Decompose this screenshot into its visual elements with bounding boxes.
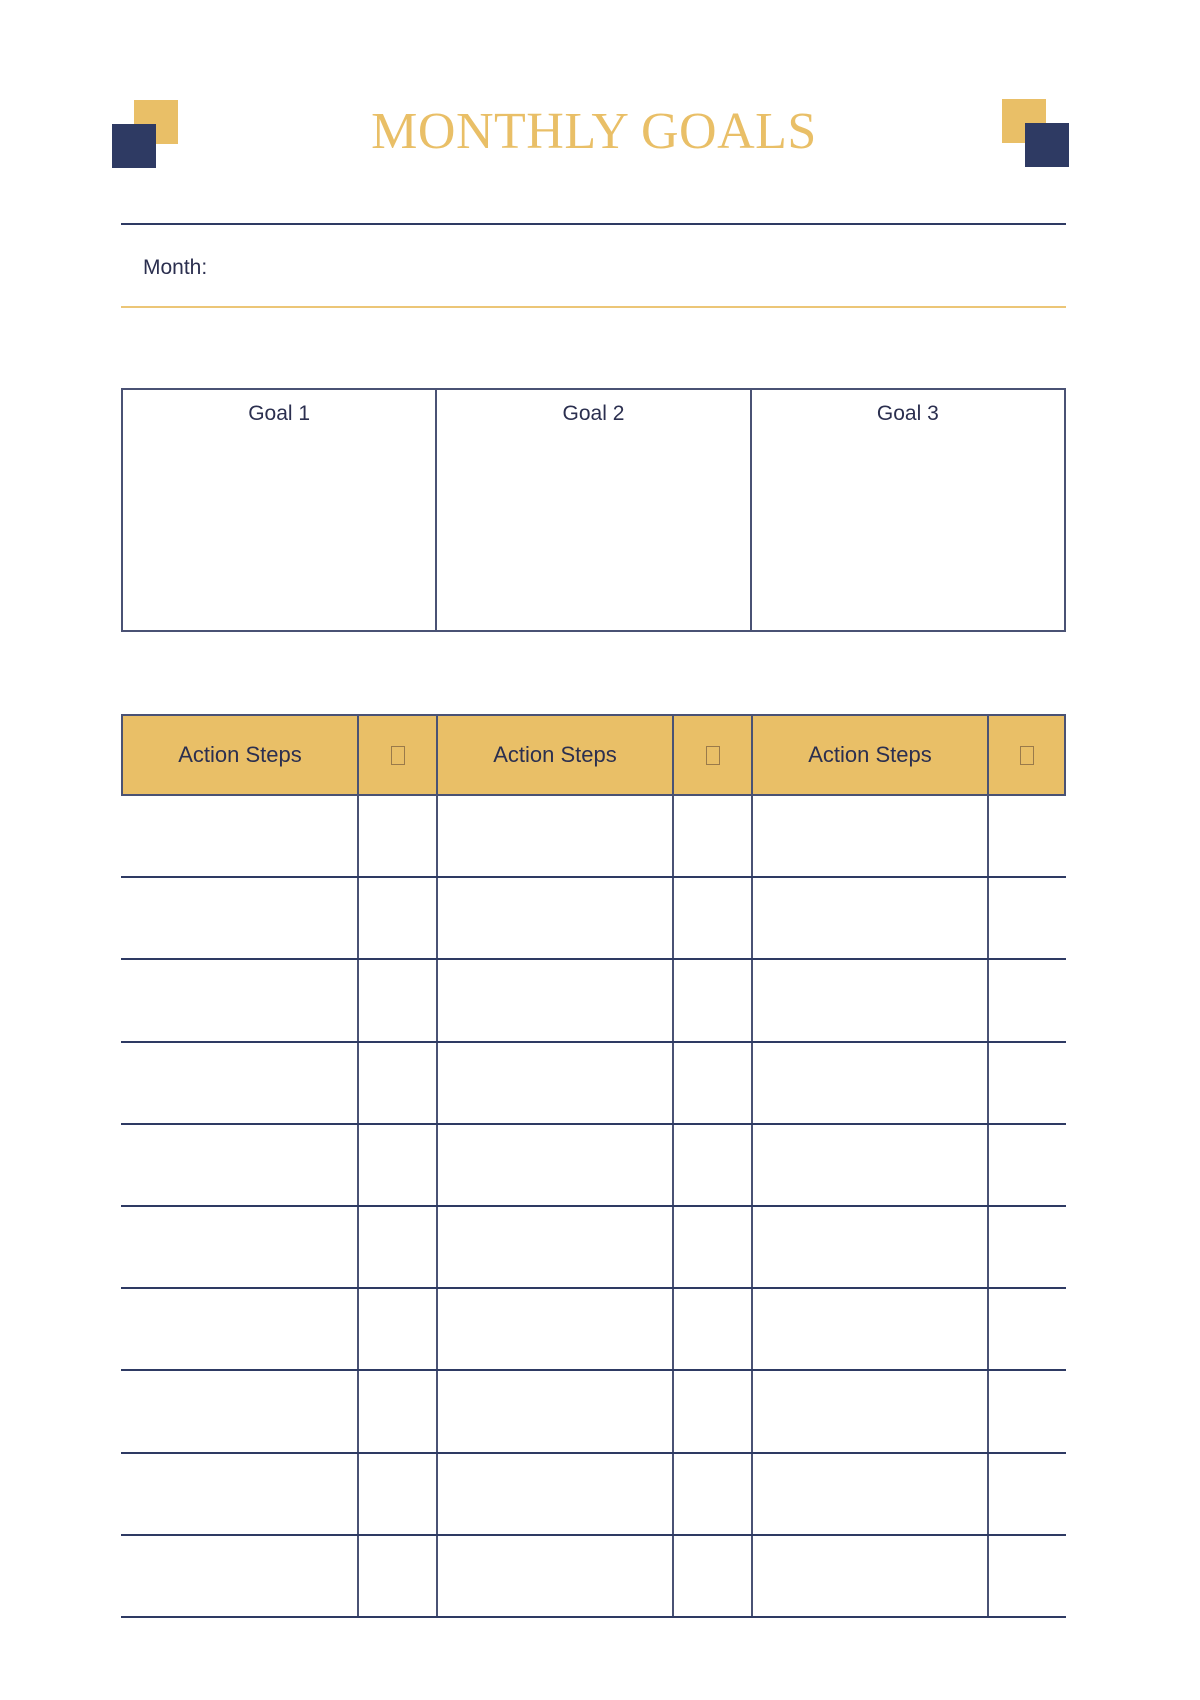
header-action-steps-3: Action Steps	[753, 716, 989, 794]
goal-cell-2[interactable]	[437, 390, 751, 630]
action-step-cell[interactable]	[438, 1454, 674, 1534]
table-row	[121, 1207, 1066, 1289]
header-action-steps-1: Action Steps	[123, 716, 359, 794]
table-row	[121, 1043, 1066, 1125]
action-step-cell[interactable]	[753, 796, 989, 876]
checkbox-cell[interactable]	[989, 1536, 1066, 1616]
header-checkbox-2	[674, 716, 753, 794]
table-row	[121, 960, 1066, 1042]
action-step-cell[interactable]	[753, 1371, 989, 1451]
checkbox-cell[interactable]	[989, 1289, 1066, 1369]
checkbox-icon	[1020, 746, 1034, 765]
action-step-cell[interactable]	[753, 1207, 989, 1287]
action-step-cell[interactable]	[753, 1536, 989, 1616]
checkbox-icon	[391, 746, 405, 765]
checkbox-cell[interactable]	[359, 1371, 438, 1451]
action-step-cell[interactable]	[438, 796, 674, 876]
checkbox-cell[interactable]	[359, 1289, 438, 1369]
goal-title: Goal 2	[562, 402, 625, 425]
action-step-cell[interactable]	[438, 1125, 674, 1205]
checkbox-cell[interactable]	[674, 1207, 753, 1287]
table-header	[121, 714, 1066, 796]
action-step-cell[interactable]	[438, 1289, 674, 1369]
checkbox-cell[interactable]	[989, 796, 1066, 876]
goal-title: Goal 1	[248, 402, 311, 425]
checkbox-cell[interactable]	[989, 1207, 1066, 1287]
table-row	[121, 1125, 1066, 1207]
table-row	[121, 1289, 1066, 1371]
action-step-cell[interactable]	[121, 1289, 359, 1369]
checkbox-cell[interactable]	[359, 1536, 438, 1616]
checkbox-cell[interactable]	[989, 1043, 1066, 1123]
action-step-cell[interactable]	[753, 1043, 989, 1123]
action-step-cell[interactable]	[121, 1043, 359, 1123]
header-checkbox-3	[989, 716, 1064, 794]
action-steps-table	[121, 714, 1066, 1618]
action-step-cell[interactable]	[121, 1536, 359, 1616]
table-row	[121, 796, 1066, 878]
action-step-cell[interactable]	[438, 960, 674, 1040]
checkbox-cell[interactable]	[674, 1125, 753, 1205]
goal-title: Goal 3	[876, 402, 939, 425]
checkbox-cell[interactable]	[674, 1536, 753, 1616]
checkbox-cell[interactable]	[359, 1207, 438, 1287]
divider-top	[121, 223, 1066, 225]
month-field[interactable]	[230, 240, 1066, 300]
action-step-cell[interactable]	[753, 960, 989, 1040]
action-step-cell[interactable]	[121, 960, 359, 1040]
table-row	[121, 1371, 1066, 1453]
action-step-cell[interactable]	[753, 1125, 989, 1205]
checkbox-cell[interactable]	[674, 1043, 753, 1123]
table-row	[121, 878, 1066, 960]
checkbox-cell[interactable]	[359, 960, 438, 1040]
action-step-cell[interactable]	[121, 1207, 359, 1287]
checkbox-cell[interactable]	[359, 796, 438, 876]
header-checkbox-1	[359, 716, 438, 794]
action-step-cell[interactable]	[438, 878, 674, 958]
table-row	[121, 1454, 1066, 1536]
checkbox-cell[interactable]	[674, 796, 753, 876]
table-body	[121, 796, 1066, 1618]
header-action-steps-2: Action Steps	[438, 716, 674, 794]
goal-cell-3[interactable]	[752, 390, 1064, 630]
checkbox-cell[interactable]	[674, 878, 753, 958]
action-step-cell[interactable]	[438, 1043, 674, 1123]
action-step-cell[interactable]	[121, 796, 359, 876]
action-step-cell[interactable]	[121, 1371, 359, 1451]
action-step-cell[interactable]	[121, 1125, 359, 1205]
goal-cell-1[interactable]	[123, 390, 437, 630]
checkbox-icon	[706, 746, 720, 765]
action-step-cell[interactable]	[121, 878, 359, 958]
checkbox-cell[interactable]	[359, 1125, 438, 1205]
action-step-cell[interactable]	[438, 1371, 674, 1451]
action-step-cell[interactable]	[753, 1454, 989, 1534]
divider-month-underline	[121, 306, 1066, 308]
checkbox-cell[interactable]	[989, 1371, 1066, 1451]
action-step-cell[interactable]	[753, 878, 989, 958]
checkbox-cell[interactable]	[989, 878, 1066, 958]
month-label: Month:	[143, 256, 208, 279]
checkbox-cell[interactable]	[674, 1454, 753, 1534]
action-step-cell[interactable]	[438, 1207, 674, 1287]
checkbox-cell[interactable]	[674, 1289, 753, 1369]
action-step-cell[interactable]	[438, 1536, 674, 1616]
checkbox-cell[interactable]	[359, 1043, 438, 1123]
table-row	[121, 1536, 1066, 1618]
page-title: MONTHLY GOALS	[371, 103, 817, 160]
checkbox-cell[interactable]	[674, 960, 753, 1040]
checkbox-cell[interactable]	[359, 878, 438, 958]
checkbox-cell[interactable]	[989, 1454, 1066, 1534]
checkbox-cell[interactable]	[989, 1125, 1066, 1205]
action-step-cell[interactable]	[121, 1454, 359, 1534]
checkbox-cell[interactable]	[989, 960, 1066, 1040]
checkbox-cell[interactable]	[359, 1454, 438, 1534]
checkbox-cell[interactable]	[674, 1371, 753, 1451]
goals-box	[121, 388, 1066, 632]
action-step-cell[interactable]	[753, 1289, 989, 1369]
